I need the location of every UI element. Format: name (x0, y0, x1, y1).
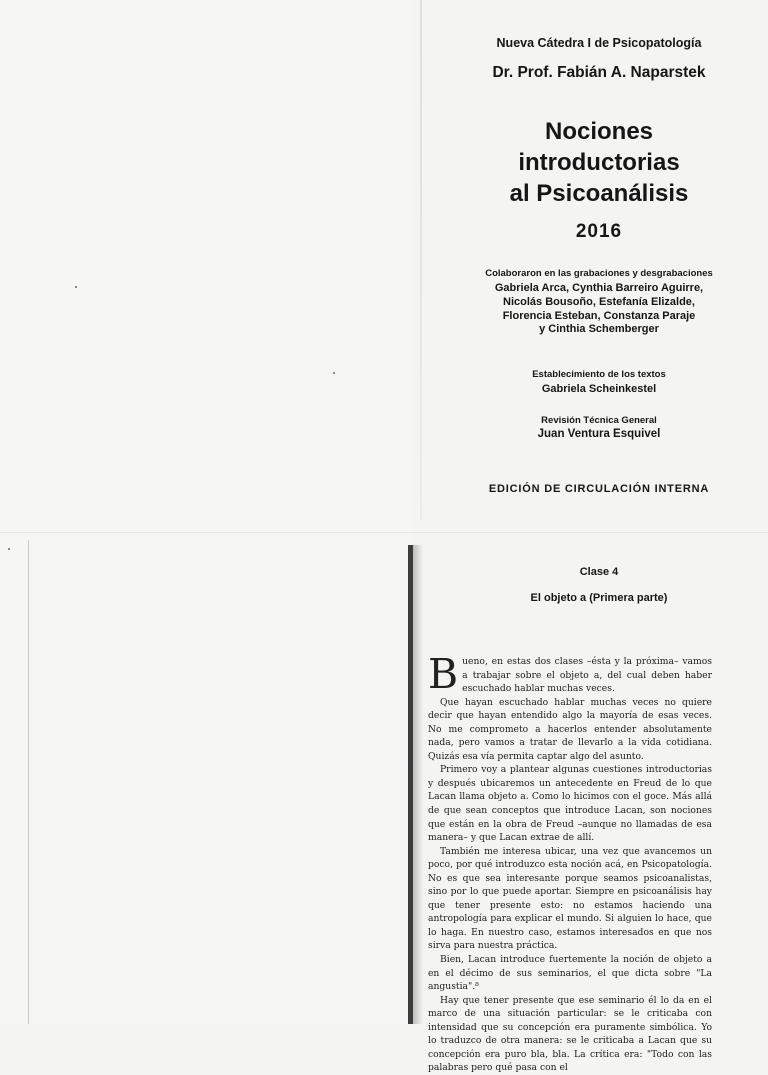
left-page-edge (28, 540, 29, 1024)
edition-note: EDICIÓN DE CIRCULACIÓN INTERNA (488, 483, 710, 495)
book-title-line: introductorias (518, 149, 680, 176)
scan-speck (75, 286, 77, 288)
collaborators-line: Nicolás Bousoño, Estefanía Elizalde, (503, 295, 695, 308)
book-title-line: al Psicoanálisis (509, 180, 689, 207)
body-paragraph: Primero voy a plantear algunas cuestiones introductorias y después ubicaremos un antecedente en Freud de lo que Lacan llama objeto a. Como lo hicimos con el goce. Más allá de que sean conceptos que introduce Lacan, son nociones que están en la obra de Freud –aunque no llamadas de esa manera– y que Lacan extrae de allí. (428, 764, 712, 844)
body-paragraph-text: ueno, en estas dos clases –ésta y la próxima– vamos a trabajar sobre el objeto a, del cual deben haber escuchado hablar muchas veces. (462, 656, 712, 695)
revision-label: Revisión Técnica General (541, 415, 657, 426)
chapter-heading: Clase 4 (579, 566, 619, 578)
body-paragraph (428, 650, 712, 698)
series-name: Nueva Cátedra I de Psicopatología (496, 36, 702, 50)
drop-cap: B (428, 650, 459, 698)
author-name: Dr. Prof. Fabián A. Naparstek (492, 64, 706, 81)
body-paragraph: Bien, Lacan introduce fuertemente la noción de objeto a en el décimo de sus seminarios, el que dicta sobre "La angustia".⁸ (428, 954, 712, 993)
establishment-name: Gabriela Scheinkestel (541, 383, 657, 395)
body-paragraph: Que hayan escuchado hablar muchas veces no quiere decir que hayan entendido algo la mayoría de esas veces. No me comprometo a hacerlos entender absolutamente nada, pero vamos a tratar de llevarlo a la vida cotidiana. Quizás esa vía permita captar algo del asunto. (428, 696, 712, 762)
page-edge-upper (420, 0, 422, 520)
book-title-line: Nociones (544, 118, 654, 145)
chapter-body (428, 650, 712, 1075)
collaborators-label: Colaboraron en las grabaciones y desgrabaciones (485, 268, 713, 279)
scan-speck (333, 372, 335, 374)
publication-year: 2016 (575, 221, 623, 242)
scan-speck (8, 548, 10, 550)
collaborators-line: y Cinthia Schemberger (539, 323, 659, 336)
body-paragraph: También me interesa ubicar, una vez que avancemos un poco, por qué introduzco esta noción acá, en Psicopatología. No es que sea interesante porque seamos psicoanalistas, sino por lo que puede aportar. Siempre en psicoanálisis hay que tener presente esto: no estamos haciendo una antropología para explicar el mundo. Si alguien lo hace, que lo haga. En nuestro caso, estamos interesados en que nos sirva para nuestra práctica. (428, 845, 712, 952)
collaborators-list (430, 282, 768, 337)
book-title (430, 116, 768, 209)
collaborators-line: Gabriela Arca, Cynthia Barreiro Aguirre, (494, 282, 704, 294)
revision-name: Juan Ventura Esquivel (537, 428, 661, 440)
spine-gradient (413, 545, 423, 1024)
collaborators-line: Florencia Esteban, Constanza Paraje (502, 309, 696, 322)
chapter-subtitle: El objeto a (Primera parte) (530, 592, 668, 604)
scan-fold-line (0, 532, 768, 533)
body-paragraph: Hay que tener presente que ese seminario él lo da en el marco de una situación particular: se le criticaba con intensidad que su concepción era puramente simbólica. Yo lo traduzco de otra manera: se le criticaba a Lacan que su concepción era puro bla, bla. La crítica era: "Todo con las palabras pero qué pasa con el (428, 994, 712, 1074)
establishment-label: Establecimiento de los textos (532, 369, 666, 380)
